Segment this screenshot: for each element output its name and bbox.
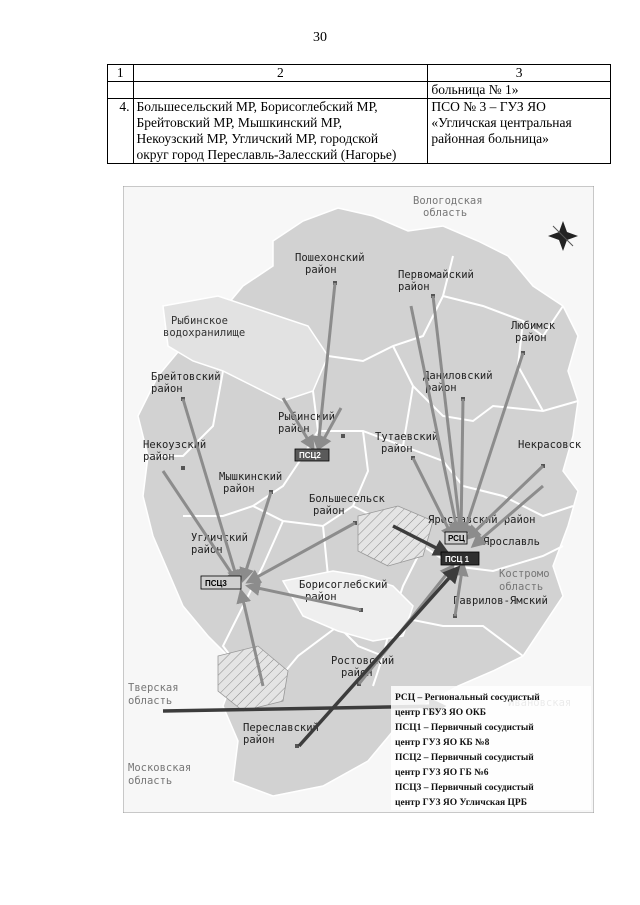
svg-text:ПСЦ3 – Первичный сосудистый: ПСЦ3 – Первичный сосудистый (395, 783, 534, 793)
svg-text:центр ГБУЗ ЯО ОКБ: центр ГБУЗ ЯО ОКБ (395, 708, 487, 718)
svg-text:ПСЦ3: ПСЦ3 (205, 579, 227, 588)
svg-text:РСЦ – Региональный сосудистый: РСЦ – Региональный сосудистый (395, 693, 540, 703)
vologda-label: Вологодская (413, 195, 483, 207)
svg-text:район: район (143, 451, 175, 463)
moscow-label-2: область (128, 775, 173, 787)
svg-text:район: район (191, 544, 223, 556)
region-borisoglebsky: Борисоглебский (299, 579, 388, 591)
reservoir-label: Рыбинское (171, 315, 228, 327)
svg-text:район: район (151, 383, 183, 395)
region-gavrilov-yamsky: Гаврилов-Ямский (453, 595, 548, 607)
rsc-marker (445, 532, 467, 544)
svg-text:ПСЦ2: ПСЦ2 (299, 451, 321, 460)
table-header-cell: 3 (428, 65, 611, 82)
tver-label-2: область (128, 695, 173, 707)
svg-text:ПСЦ1 – Первичный сосудистый: ПСЦ1 – Первичный сосудистый (395, 723, 534, 733)
svg-text:центр ГУЗ ЯО Угличская ЦРБ: центр ГУЗ ЯО Угличская ЦРБ (395, 798, 527, 808)
region-rybinsky: Рыбинский (278, 411, 335, 423)
region-pervomaysky: Первомайский (398, 269, 474, 281)
svg-text:район: район (425, 382, 457, 394)
svg-text:центр ГУЗ ЯО КБ №8: центр ГУЗ ЯО КБ №8 (395, 738, 490, 748)
vologda-label-2: область (423, 207, 468, 219)
table-header-cell: 1 (108, 65, 134, 82)
region-nekrasovsky: Некрасовск (518, 439, 582, 451)
region-tutaevsky: Тутаевский (375, 431, 439, 443)
table-row (108, 99, 611, 164)
region-map (123, 186, 594, 813)
row-number: 4. (108, 99, 134, 164)
svg-text:ПСЦ 1: ПСЦ 1 (445, 555, 470, 564)
svg-text:район: район (223, 483, 255, 495)
page-number: 30 (313, 30, 327, 45)
region-bolsheselsky: Большесельск (309, 493, 385, 505)
table-cell: больница № 1» (428, 82, 611, 99)
districts-table (107, 64, 611, 164)
region-lyubimsky: Любимск (511, 320, 556, 332)
svg-text:район: район (305, 264, 337, 276)
table-header-cell: 2 (133, 65, 428, 82)
region-breytovsky: Брейтовский (151, 371, 221, 383)
svg-text:район: район (278, 423, 310, 435)
region-poshekhonsky: Пошехонский (295, 252, 365, 264)
tver-label: Тверская (128, 682, 179, 694)
svg-text:РСЦ: РСЦ (448, 534, 465, 543)
reservoir-label-2: водохранилище (163, 327, 246, 339)
region-myshkinsky: Мышкинский (219, 471, 283, 483)
svg-text:район: район (313, 505, 345, 517)
table-row (108, 82, 611, 99)
svg-text:район: район (381, 443, 413, 455)
region-pereslavsky: Переславский (243, 722, 319, 734)
region-yaroslavsky: Ярославский район (428, 514, 536, 526)
svg-text:район: район (341, 667, 373, 679)
region-rostovsky: Ростовский (331, 655, 395, 667)
region-danilovsky: Даниловский (423, 370, 493, 382)
psc3-marker (201, 576, 241, 589)
kostroma-label: Костромо (499, 568, 550, 580)
districts-cell: Большесельский МР, Борисоглебский МР, Брейтовский МР, Мышкинский МР, Некоузский МР, Угличский МР, городской округ город Переславль-Залесский (Нагорье) (133, 99, 428, 164)
svg-text:район: район (305, 591, 337, 603)
psc2-marker (295, 449, 329, 461)
map-legend (391, 686, 591, 810)
table-header-row (108, 65, 611, 82)
svg-text:район: район (515, 332, 547, 344)
svg-text:район: район (243, 734, 275, 746)
svg-text:центр ГУЗ ЯО ГБ №6: центр ГУЗ ЯО ГБ №6 (395, 768, 489, 778)
moscow-label: Московская (128, 762, 192, 774)
region-nekouzsky: Некоузский (143, 439, 207, 451)
psc1-marker (441, 552, 479, 565)
facility-cell: ПСО № 3 – ГУЗ ЯО «Угличская центральная районная больница» (428, 99, 611, 164)
svg-text:ПСЦ2 – Первичный сосудистый: ПСЦ2 – Первичный сосудистый (395, 753, 534, 763)
region-yaroslavl: Ярославль (483, 536, 540, 548)
region-uglichsky: Угличский (191, 532, 248, 544)
svg-text:район: район (398, 281, 430, 293)
kostroma-label-2: область (499, 581, 544, 593)
map-svg (123, 186, 594, 813)
